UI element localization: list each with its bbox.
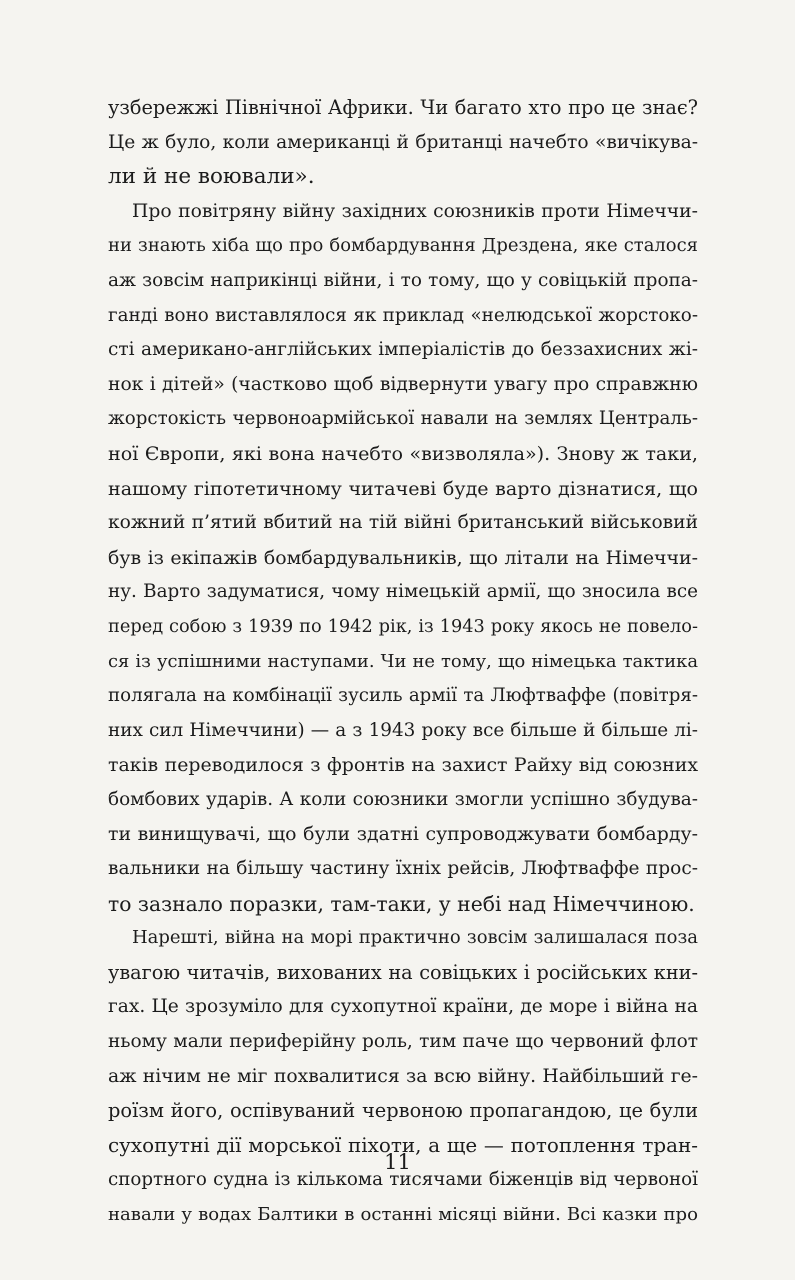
text-line: Нарешті, війна на морі практично зовсім залишалася поза [132, 927, 698, 949]
text-line: сті американо-англійських імперіалістів до беззахисних жі- [108, 339, 698, 361]
text-line: ньому мали периферійну роль, тим паче що червоний флот [108, 1031, 698, 1053]
paragraph-3 [108, 921, 698, 1232]
page-number: 11 [384, 1150, 411, 1174]
text-line: сухопутні дії морської піхоти, а ще — потоплення тран- [108, 1133, 698, 1157]
text-line: увагою читачів, вихованих на совіцьких і російських кни- [108, 960, 698, 984]
text-line: полягала на комбінації зусиль армії та Люфтваффе (повітря- [108, 685, 698, 707]
text-line: ної Європи, які вона начебто «визволяла»). Знову ж таки, [108, 441, 698, 465]
paragraph-2 [108, 195, 698, 921]
paragraph-1 [108, 91, 698, 195]
text-line: то зазнало поразки, там-таки, у небі над Німеччиною. [108, 891, 695, 916]
text-line: кожний п’ятий вбитий на тій війні британський військовий [108, 512, 698, 534]
text-line: бомбових ударів. А коли союзники змогли успішно збудува- [108, 788, 698, 810]
text-line: нок і дітей» (частково щоб відвернути увагу про справжню [108, 373, 698, 395]
text-line: ну. Варто задуматися, чому німецькій армії, що зносила все [108, 581, 698, 603]
text-line: аж зовсім наприкінці війни, і то тому, що у совіцькій пропа- [108, 269, 698, 291]
text-line: ти винищувачі, що були здатні супроводжувати бомбарду- [108, 823, 698, 846]
text-line: жорстокість червоноармійської навали на землях Централь- [108, 408, 698, 430]
text-line: ся із успішними наступами. Чи не тому, що німецька тактика [108, 650, 698, 672]
text-line: узбережжі Північної Африки. Чи багато хто про це знає? [108, 96, 698, 119]
text-line: роїзм його, оспівуваний червоною пропагандою, це були [108, 1099, 698, 1123]
text-line: ганді воно виставлялося як приклад «нелюдської жорстоко- [108, 304, 698, 326]
text-line: навали у водах Балтики в останні місяці війни. Всі казки про [108, 1204, 698, 1225]
text-line: аж нічим не міг похвалитися за всю війну. Найбільший ге- [108, 1065, 698, 1087]
text-line: вальники на більшу частину їхніх рейсів, Люфтваффе прос- [108, 858, 698, 880]
text-line: них сил Німеччини) — а з 1943 року все більше й більше лі- [108, 719, 698, 741]
text-line: ни знають хіба що про бомбардування Дрездена, яке сталося [108, 235, 698, 257]
text-line: спортного судна із кількома тисячами біженців від червоної [108, 1169, 698, 1191]
text-line: перед собою з 1939 по 1942 рік, із 1943 року якось не повело- [108, 616, 698, 637]
text-line: гах. Це зрозуміло для сухопутної країни, де море і війна на [108, 996, 698, 1018]
page-text [108, 91, 698, 1233]
text-line: таків переводилося з фронтів на захист Райху від союзних [108, 754, 698, 777]
text-line: був із екіпажів бомбардувальників, що літали на Німеччи- [108, 546, 698, 569]
text-line: Це ж було, коли американці й британці начебто «вичікува- [108, 131, 698, 153]
text-line: нашому гіпотетичному читачеві буде варто дізнатися, що [108, 477, 698, 500]
text-line: ли й не воювали». [108, 164, 315, 190]
text-line: Про повітряну війну західних союзників проти Німеччи- [132, 200, 698, 222]
